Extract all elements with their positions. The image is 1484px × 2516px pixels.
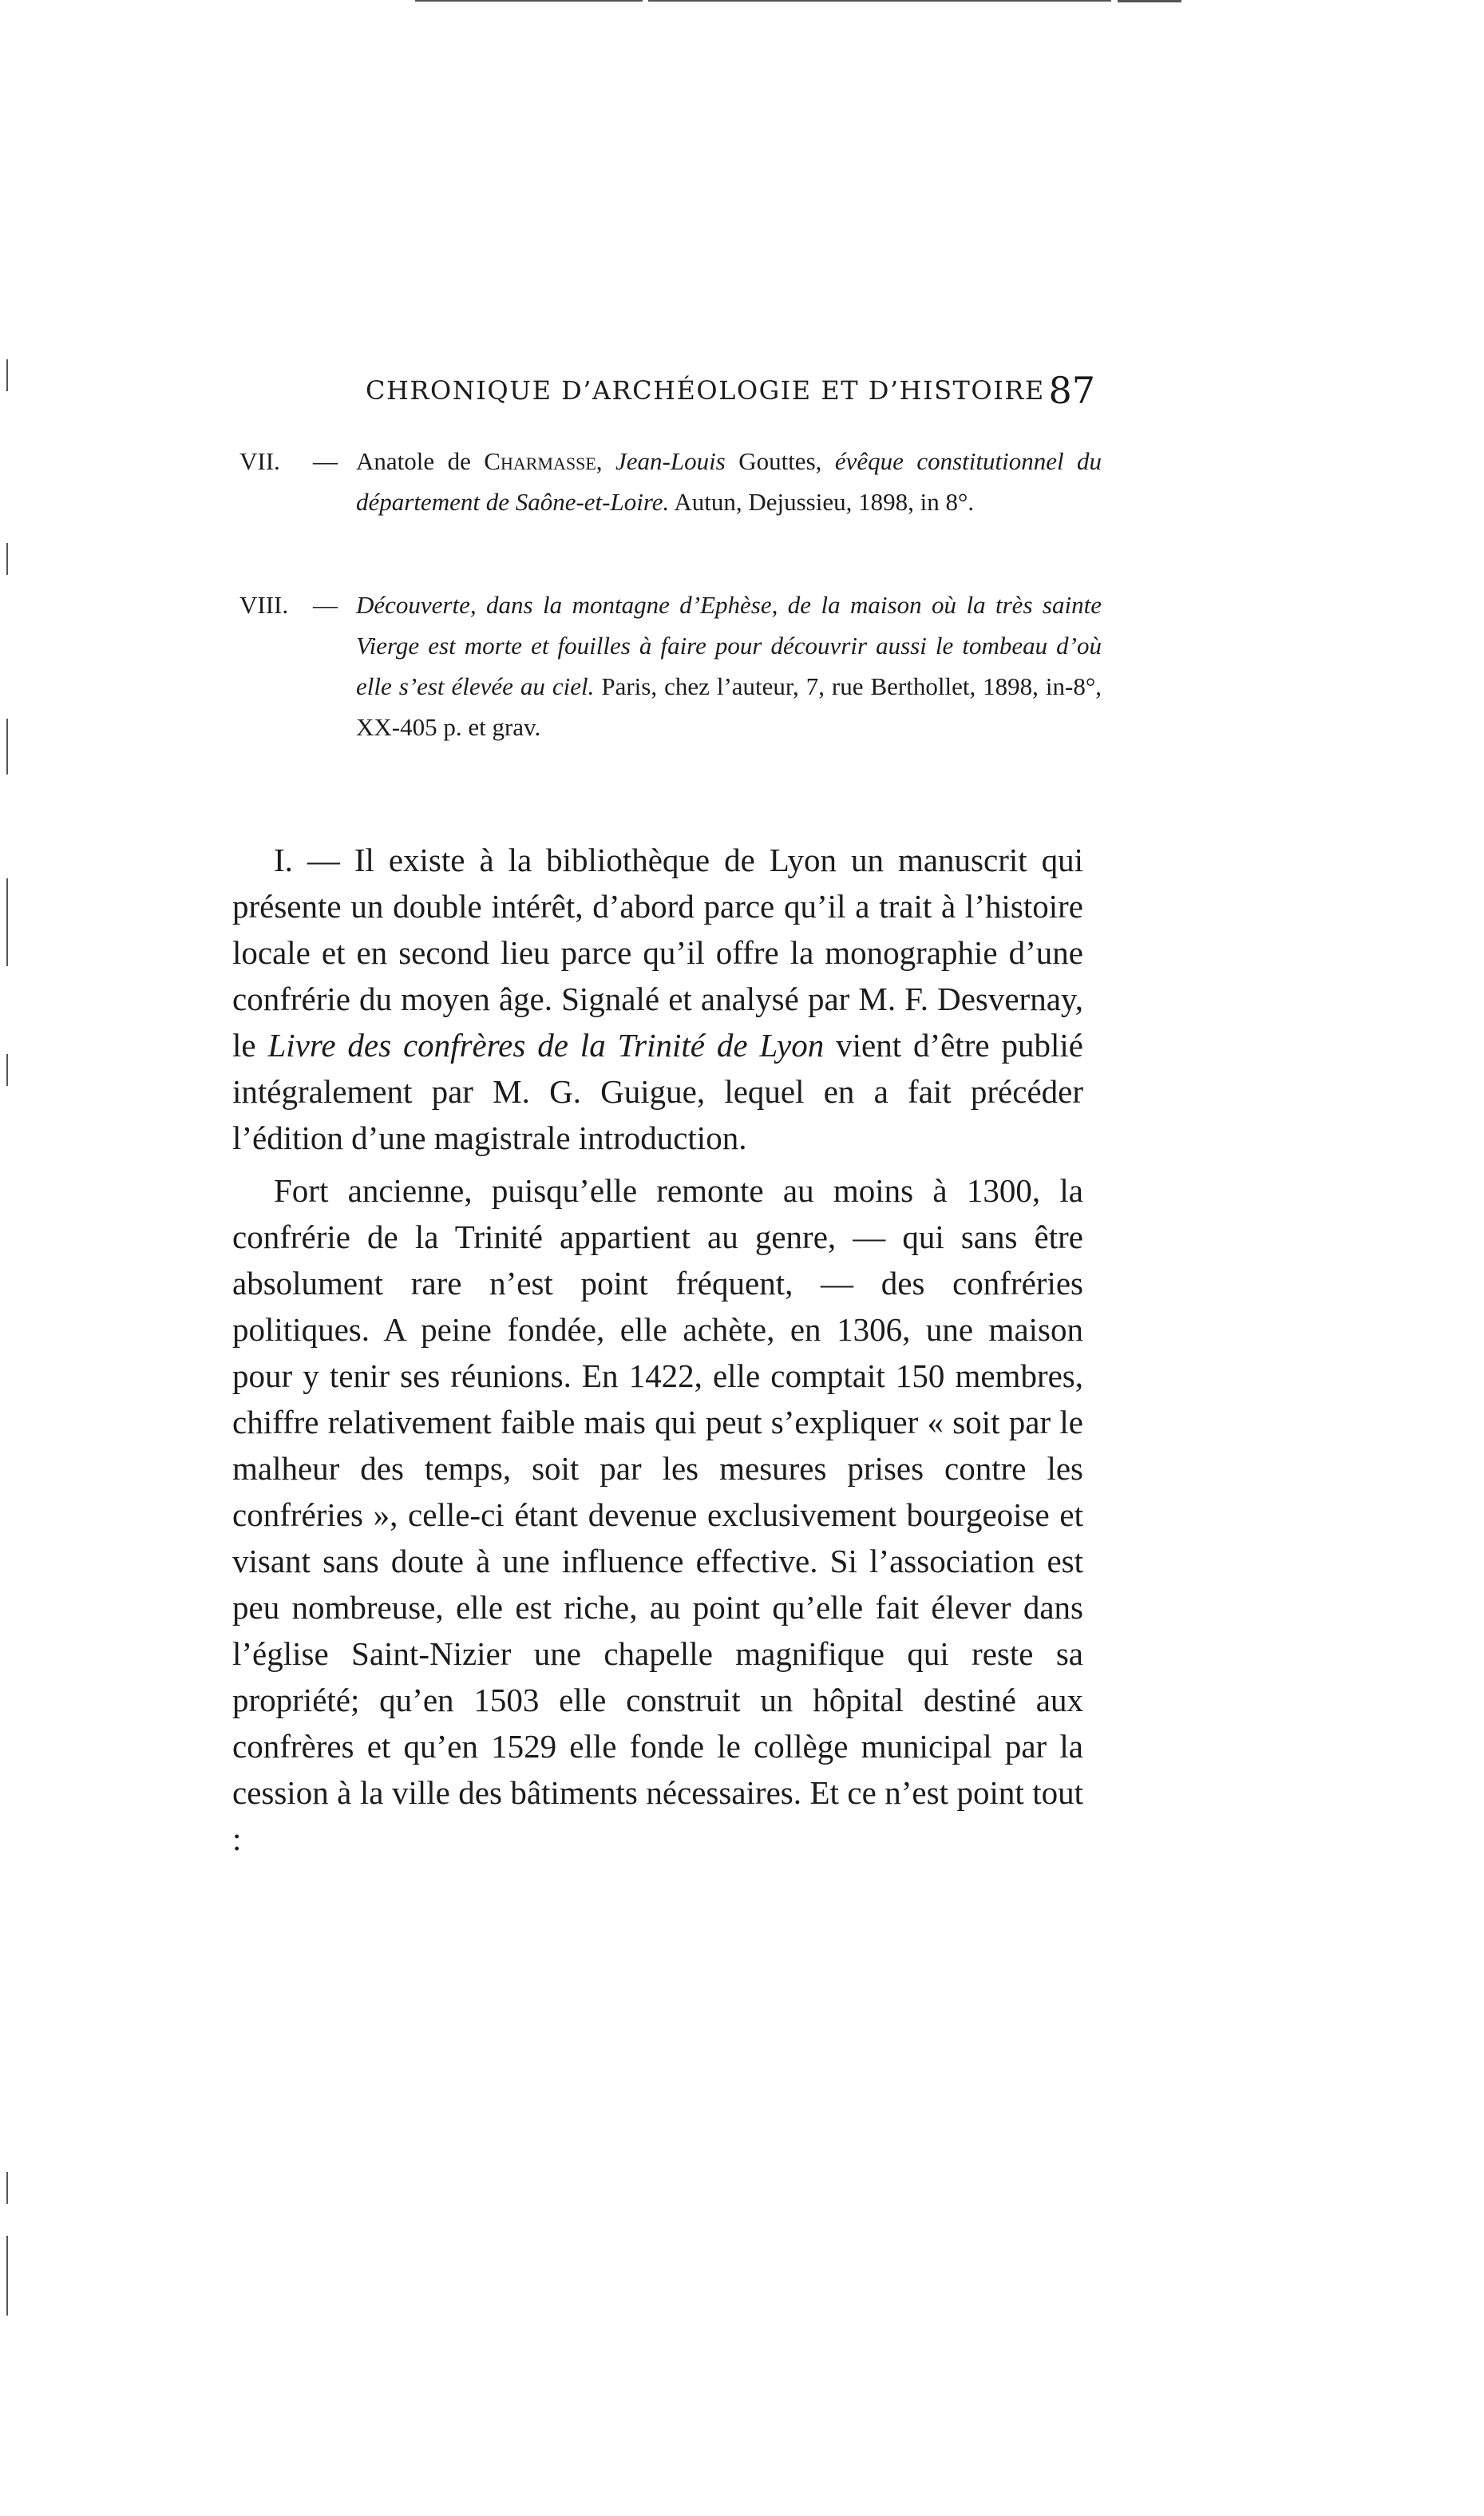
body-text (232, 837, 1083, 1868)
bibliography-text (356, 584, 1102, 747)
page-number: 87 (1048, 369, 1095, 412)
scan-left-mark-4 (6, 878, 8, 966)
bibliography-numeral: VII. (239, 447, 280, 475)
scan-left-mark-3 (6, 719, 8, 775)
author-surname: Charmasse (484, 447, 596, 475)
book-title-italic: Livre des confrères de la Trinité de Lyon (267, 1027, 825, 1064)
scan-left-mark-5 (6, 1054, 8, 1086)
work-title-italic: Découverte, dans la montagne d’Ephèse, de la maison où la très sainte Vierge est morte et fouilles à faire pour découvrir aussi le tombeau d’où elle s’est élevée au ciel. (356, 591, 1102, 700)
paragraph: I. — Il existe à la bibliothèque de Lyon un manuscrit qui présente un double intérêt, d’abord parce qu’il a trait à l’histoire locale et en second lieu parce qu’il offre la monographie d’une confrérie du moyen âge. Signalé et analysé par M. F. Desvernay, le Livre des confrères de la Trinité de Lyon vient d’être publié intégralement par M. G. Guigue, lequel en a fait précéder l’édition d’une magistrale introduction. (232, 842, 1083, 1156)
scan-left-mark-7 (6, 2236, 8, 2316)
work-title-italic-2: évêque constitutionnel du département de Saône-et-Loire. (356, 447, 1102, 516)
scan-top-rule-3 (1118, 0, 1181, 2)
scan-top-rule-1 (415, 0, 643, 2)
imprint: Autun, Dejussieu, 1898, in 8°. (669, 488, 975, 516)
bibliography-text: Anatole de Charmasse, Jean-Louis Gouttes, évêque constitutionnel du département de Saône-et-Loire. Autun, Dejussieu, 1898, in 8°. (356, 447, 1102, 516)
running-title: CHRONIQUE D’ARCHÉOLOGIE ET D’HISTOIRE (366, 375, 1045, 406)
scan-left-mark-1 (6, 359, 8, 391)
work-title-roman: Gouttes, (725, 447, 835, 475)
author-first-name: Anatole de (356, 447, 485, 475)
scan-left-mark-2 (6, 543, 8, 575)
page-header (366, 369, 1095, 417)
work-title-italic: Jean-Louis (615, 447, 726, 475)
imprint: Paris, chez l’auteur, 7, rue Berthollet, 1898, in-8°, XX-405 p. et grav. (356, 672, 1102, 741)
bibliography-dash: — (313, 447, 338, 475)
bibliography-numeral: VIII. (239, 591, 289, 619)
bibliography-entry-viii (239, 584, 1102, 747)
scan-top-rule-2 (648, 0, 1111, 2)
paragraph: Fort ancienne, puisqu’elle remonte au moins à 1300, la confrérie de la Trinité appartient au genre, — qui sans être absolument rare n’est point fréquent, — des confréries politiques. A peine fondée, elle achète, en 1306, une maison pour y tenir ses réunions. En 1422, elle comptait 150 membres, chiffre relativement faible mais qui peut s’expliquer « soit par le malheur des temps, soit par les mesures prises contre les confréries », celle-ci étant devenue exclusivement bourgeoise et visant sans doute à une influence effective. Si l’association est peu nombreuse, elle est riche, au point qu’elle fait élever dans l’église Saint-Nizier une chapelle magnifique qui reste sa propriété; qu’en 1503 elle construit un hôpital destiné aux confrères et qu’en 1529 elle fonde le collège municipal par la cession à la ville des bâtiments nécessaires. Et ce n’est point tout : (232, 1172, 1083, 1857)
scan-left-mark-6 (6, 2172, 8, 2204)
bibliography-entry-vii (239, 441, 1102, 522)
bibliography-dash: — (313, 591, 338, 619)
